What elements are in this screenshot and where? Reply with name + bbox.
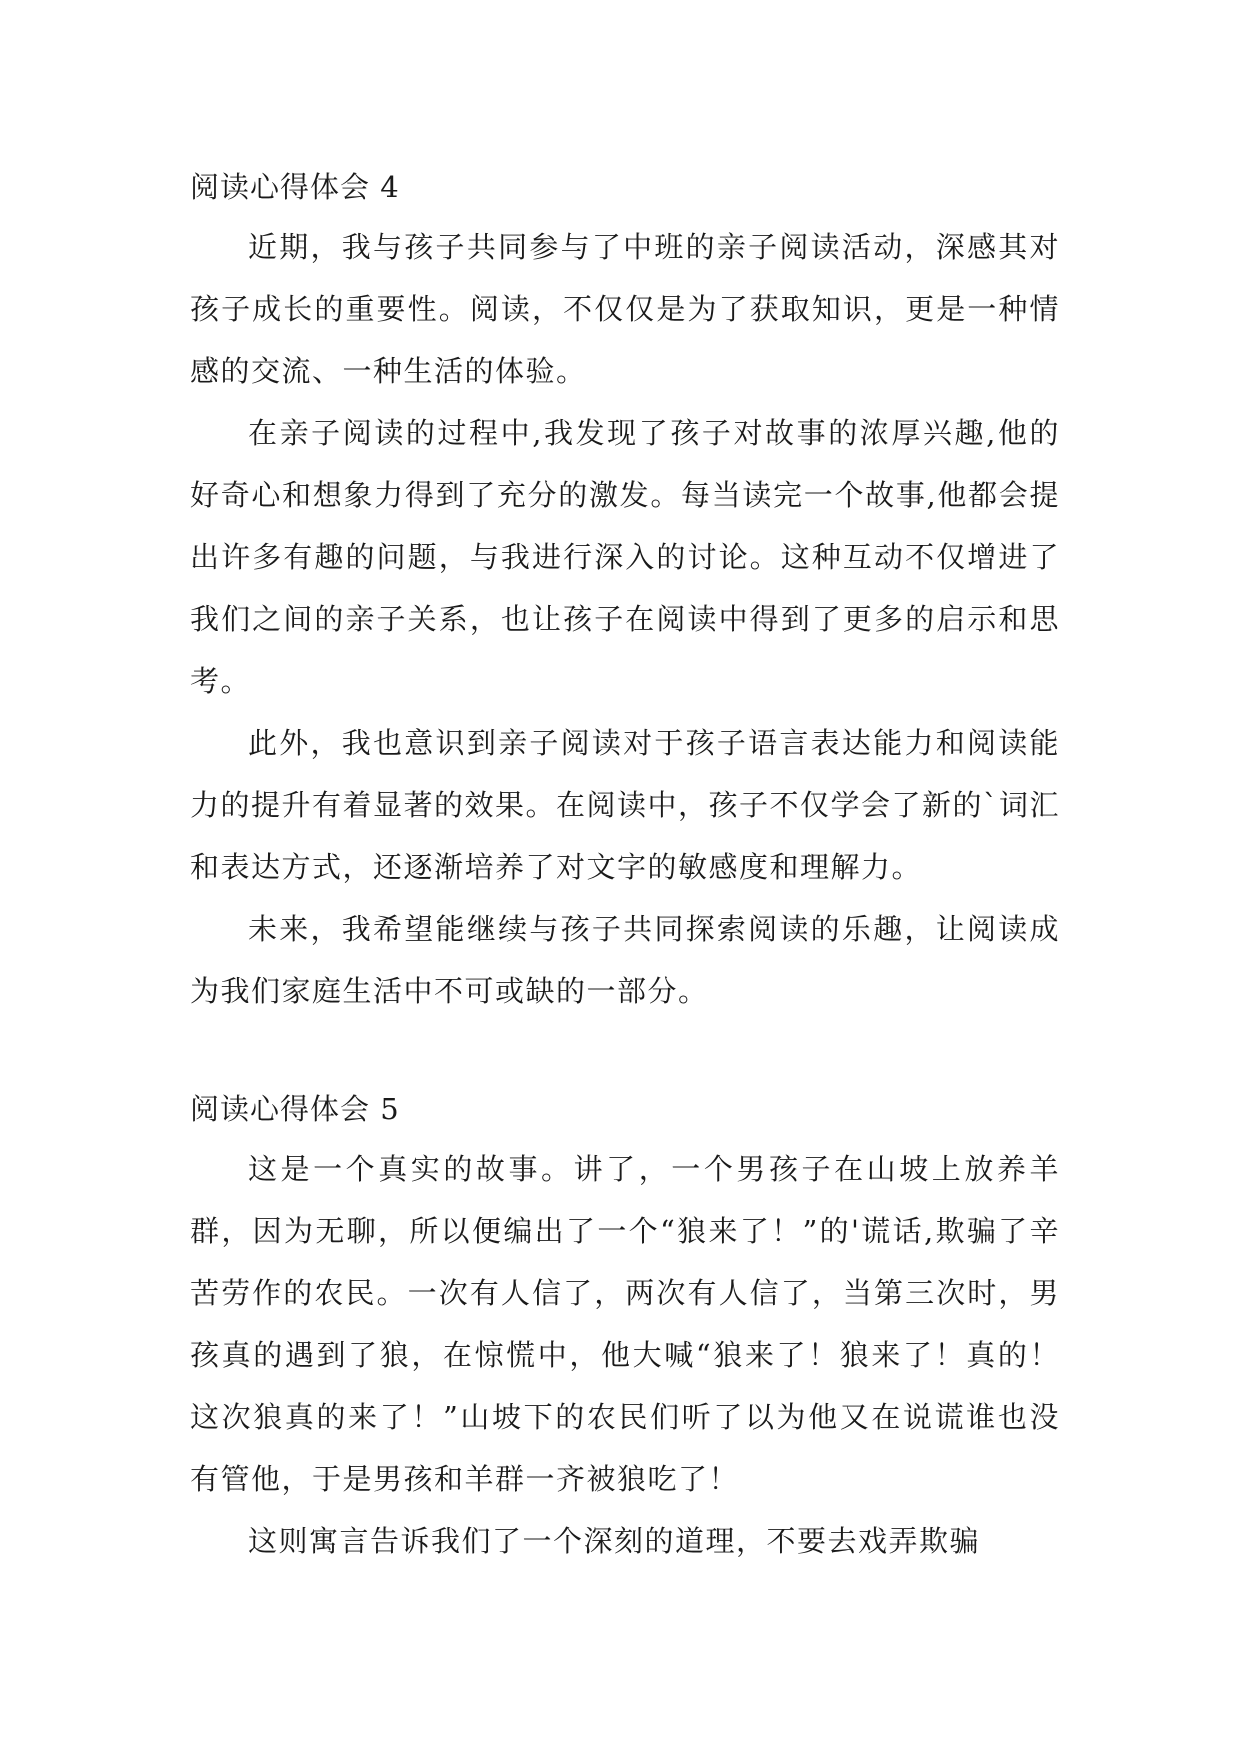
section-title: 阅读心得体会 4 <box>190 170 400 204</box>
paragraph: 未来，我希望能继续与孩子共同探索阅读的乐趣，让阅读成为我们家庭生活中不可或缺的一部分。 <box>190 912 1060 1008</box>
section-4 <box>190 158 1060 1022</box>
paragraph: 在亲子阅读的过程中,我发现了孩子对故事的浓厚兴趣,他的好奇心和想象力得到了充分的激发。每当读完一个故事,他都会提出许多有趣的问题，与我进行深入的讨论。这种互动不仅增进了我们之间的亲子关系，也让孩子在阅读中得到了更多的启示和思考。 <box>190 416 1060 698</box>
paragraph: 这则寓言告诉我们了一个深刻的道理，不要去戏弄欺骗 <box>248 1524 981 1558</box>
paragraph: 这是一个真实的故事。讲了，一个男孩子在山坡上放养羊群，因为无聊，所以便编出了一个“狼来了！”的'谎话,欺骗了辛苦劳作的农民。一次有人信了，两次有人信了，当第三次时，男孩真的遇到了狼，在惊慌中，他大喊“狼来了！狼来了！真的！这次狼真的来了！”山坡下的农民们听了以为他又在说谎谁也没有管他，于是男孩和羊群一齐被狼吃了！ <box>190 1152 1060 1496</box>
paragraph: 此外，我也意识到亲子阅读对于孩子语言表达能力和阅读能力的提升有着显著的效果。在阅读中，孩子不仅学会了新的`词汇和表达方式，还逐渐培养了对文字的敏感度和理解力。 <box>190 726 1061 884</box>
document-page <box>190 158 1060 1572</box>
paragraph: 近期，我与孩子共同参与了中班的亲子阅读活动，深感其对孩子成长的重要性。阅读，不仅仅是为了获取知识，更是一种情感的交流、一种生活的体验。 <box>190 230 1060 388</box>
section-title: 阅读心得体会 5 <box>190 1092 400 1126</box>
section-5 <box>190 1080 1060 1572</box>
